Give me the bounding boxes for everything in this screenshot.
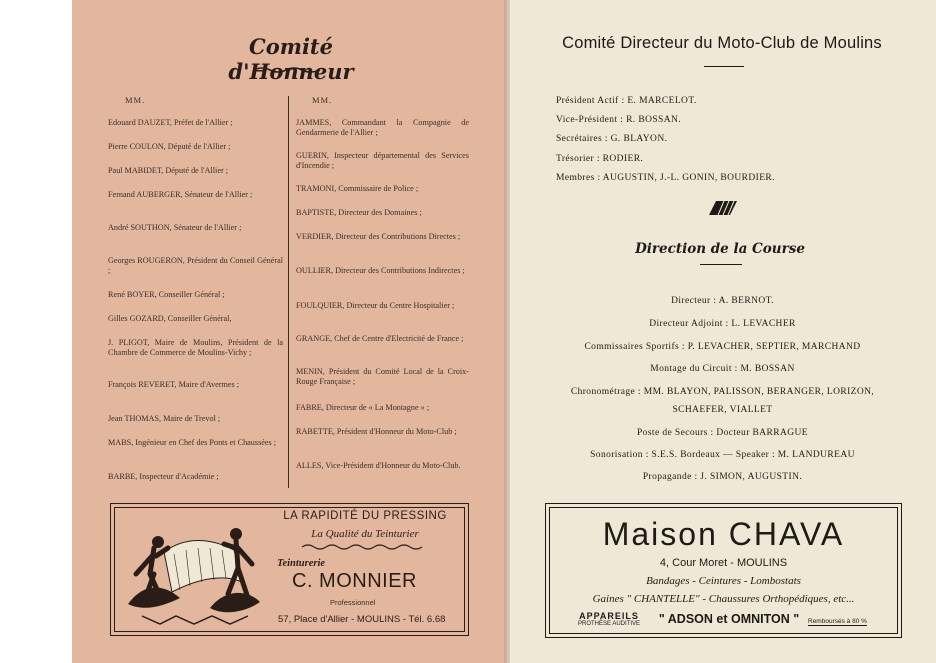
honor-entry: Gilles GOZARD, Conseiller Général, bbox=[108, 314, 232, 323]
honor-entry: Georges ROUGERON, Président du Conseil Général ; bbox=[108, 256, 283, 275]
honor-entry: René BOYER, Conseiller Général ; bbox=[108, 290, 225, 299]
ad-hearing-brands: " ADSON et OMNITON " bbox=[658, 612, 800, 626]
honor-entry: André SOUTHON, Sénateur de l'Allier ; bbox=[108, 223, 242, 232]
ad-tagline: La Qualité du Teinturier bbox=[311, 528, 419, 540]
honor-entry: Jean THOMAS, Maire de Trevol ; bbox=[108, 414, 221, 423]
dancers-illustration-icon bbox=[124, 512, 264, 628]
direction-entry: Directeur : A. BERNOT. bbox=[671, 296, 774, 306]
ad-professional: Professionnel bbox=[330, 598, 376, 607]
honor-entry: BAPTISTE, Directeur des Domaines ; bbox=[296, 208, 422, 217]
ad-address: 57, Place d'Allier - MOULINS - Tél. 6.68 bbox=[278, 614, 446, 625]
ad-shop-name: Maison CHAVA bbox=[602, 516, 845, 552]
direction-entry: Sonorisation : S.E.S. Bordeaux — Speaker : M. LANDUREAU bbox=[590, 450, 855, 460]
honor-entry: OULLIER, Directeur des Contributions Indirectes ; bbox=[296, 266, 465, 275]
ad-prothese-label: PROTHÈSE AUDITIVE bbox=[577, 621, 640, 627]
honor-entry: RABETTE, Président d'Honneur du Moto-Club ; bbox=[296, 427, 457, 436]
ad-appareils-label: APPAREILS bbox=[579, 611, 639, 621]
honor-entry: Paul MABIDET, Député de l'Allier ; bbox=[108, 166, 229, 175]
ad-shop-address: 4, Cour Moret - MOULINS bbox=[659, 557, 788, 569]
honor-entry: FABRE, Directeur de « La Montagne » ; bbox=[296, 403, 430, 412]
committee-member: Président Actif : E. MARCELOT. bbox=[556, 96, 697, 106]
ad-products-line-2: Gaines " CHANTELLE" - Chaussures Orthopédiques, etc... bbox=[592, 593, 855, 605]
honor-entry: MABS, Ingénieur en Chef des Ponts et Chaussées ; bbox=[108, 438, 277, 447]
title-rule bbox=[704, 66, 744, 67]
direction-entry: Poste de Secours : Docteur BARRAGUE bbox=[637, 428, 808, 438]
honor-entry: JAMMES, Commandant la Compagnie de Gendarmerie de l'Allier ; bbox=[296, 118, 469, 137]
committee-member: Secrétaires : G. BLAYON. bbox=[556, 134, 668, 144]
direction-entry: Montage du Circuit : M. BOSSAN bbox=[650, 364, 795, 374]
honor-committee-title: Comité d'Honneur bbox=[228, 34, 354, 84]
ad-company-name: C. MONNIER bbox=[292, 570, 417, 592]
honor-entry: GRANGE, Chef de Centre d'Electricité de France ; bbox=[296, 334, 464, 343]
booklet-spine bbox=[504, 0, 510, 663]
honor-entry: GUERIN, Inspecteur départemental des Services d'Incendie ; bbox=[296, 151, 469, 170]
honor-entry: Pierre COULON, Député de l'Allier ; bbox=[108, 142, 231, 151]
committee-member: Membres : AUGUSTIN, J.-L. GONIN, BOURDIER. bbox=[556, 173, 775, 183]
direction-entry: Propagande : J. SIMON, AUGUSTIN. bbox=[642, 472, 803, 482]
section-rule bbox=[700, 264, 742, 265]
honor-entry: TRAMONI, Commissaire de Police ; bbox=[296, 184, 419, 193]
honor-entry: J. PLIGOT, Maire de Moulins, Président de la Chambre de Commerce de Moulins-Vichy ; bbox=[108, 338, 283, 357]
ad-products-line: Bandages - Ceintures - Lombostats bbox=[646, 575, 801, 587]
ad-reimbursement-note: Remboursés à 80 % bbox=[808, 618, 867, 625]
direction-entry: Directeur Adjoint : L. LEVACHER bbox=[649, 319, 796, 329]
ad-slogan: LA RAPIDITÉ DU PRESSING bbox=[283, 510, 447, 522]
directing-committee-title: Comité Directeur du Moto-Club de Moulins bbox=[562, 34, 882, 52]
honor-entry: Edouard DAUZET, Préfet de l'Allier ; bbox=[108, 118, 233, 127]
ad-teinturerie-label: Teinturerie bbox=[277, 558, 326, 569]
honor-entry: ALLES, Vice-Président d'Honneur du Moto-Club. bbox=[296, 461, 461, 470]
committee-member: Trésorier : RODIER. bbox=[556, 154, 644, 164]
col2-header: MM. bbox=[312, 95, 333, 105]
direction-entry: Commissaires Sportifs : P. LEVACHER, SEPTIER, MARCHAND bbox=[584, 342, 861, 352]
ad-wave-ornament bbox=[300, 543, 430, 551]
honor-entry: MENIN, Président du Comité Local de la Croix-Rouge Française ; bbox=[296, 367, 469, 386]
col1-header: MM. bbox=[125, 95, 146, 105]
honor-entry: Fernand AUBERGER, Sénateur de l'Allier ; bbox=[108, 190, 253, 199]
direction-entry: SCHAEFER, VIALLET bbox=[672, 405, 773, 415]
column-divider bbox=[288, 96, 289, 488]
title-underline-ornament bbox=[252, 66, 322, 74]
honor-entry: BARBE, Inspecteur d'Académie ; bbox=[108, 472, 219, 481]
race-direction-title: Direction de la Course bbox=[635, 241, 805, 257]
honor-entry: VERDIER, Directeur des Contributions Directes ; bbox=[296, 232, 461, 241]
committee-member: Vice-Président : R. BOSSAN. bbox=[556, 115, 682, 125]
honor-entry: FOULQUIER, Directeur du Centre Hospitalier ; bbox=[296, 301, 455, 310]
honor-entry: François REVERET, Maire d'Avermes ; bbox=[108, 380, 240, 389]
moto-club-emblem-icon bbox=[708, 200, 738, 216]
direction-entry: Chronométrage : MM. BLAYON, PALISSON, BERANGER, LORIZON, bbox=[570, 387, 875, 397]
